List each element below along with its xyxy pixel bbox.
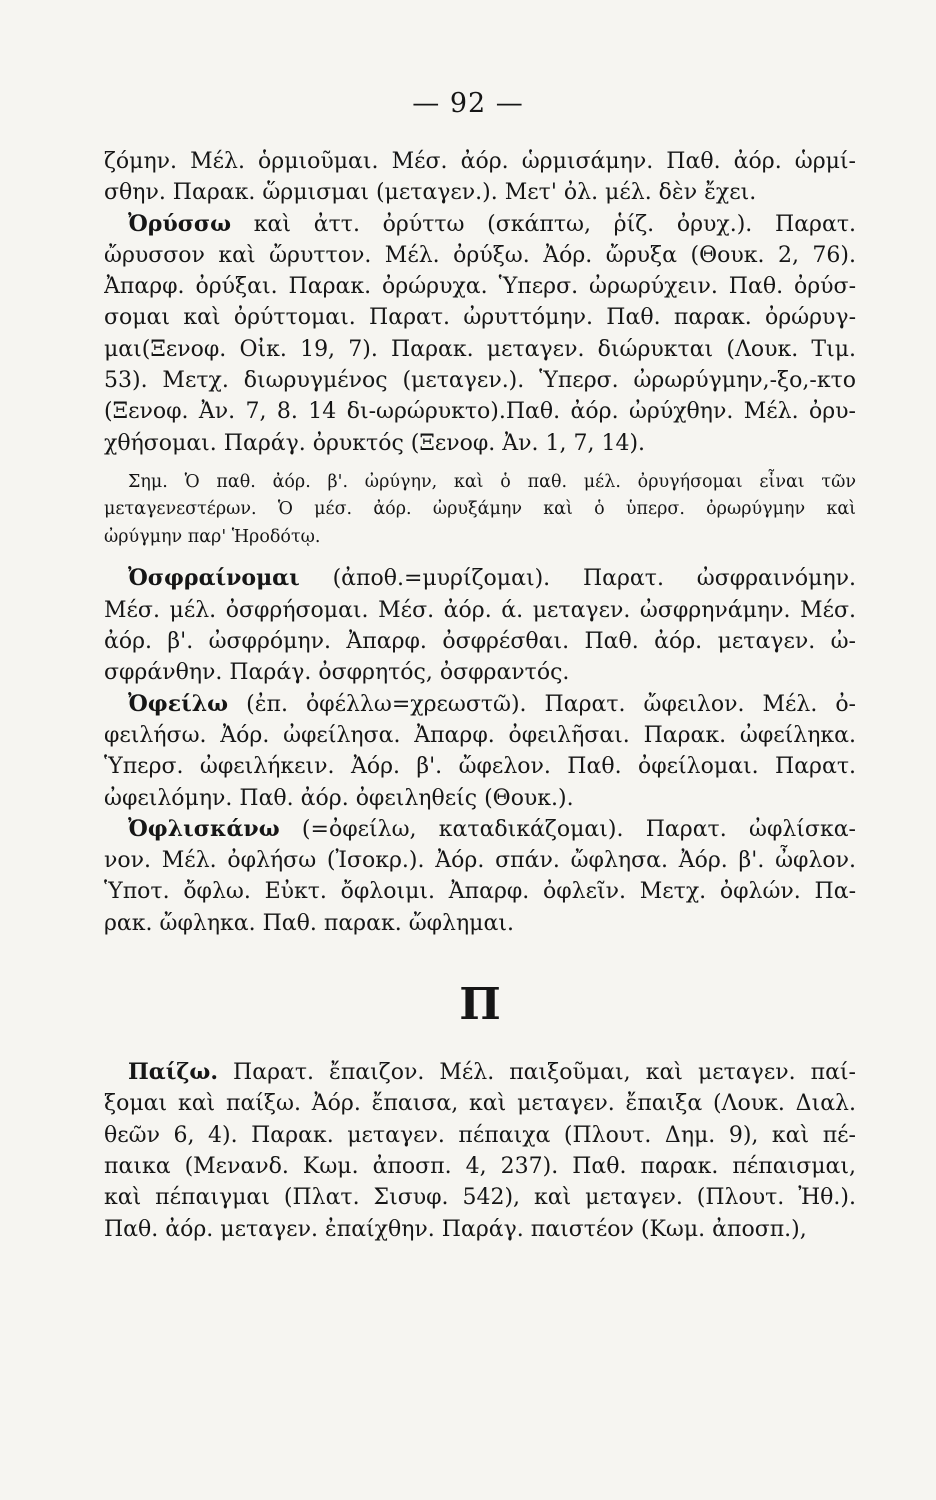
text-line: Ὑπερσ. ὠφειλήκειν. Ἀόρ. β'. ὤφελον. Παθ. ὀφείλομαι. Παρατ. (104, 754, 856, 780)
page-number: — 92 — (412, 88, 524, 119)
text-line: ἀόρ. β'. ὠσφρόμην. Ἀπαρφ. ὀσφρέσθαι. Παθ. ἀόρ. μεταγεν. ὠ- (104, 629, 856, 655)
entry-first-line (104, 689, 856, 720)
text-line: φειλήσω. Ἀόρ. ὠφείλησα. Ἀπαρφ. ὀφειλῆσαι. Παρακ. ὠφείληκα. (104, 722, 856, 748)
text-line: Παθ. ἀόρ. μεταγεν. ἐπαίχθην. Παράγ. παιστέον (Κωμ. ἀποσπ.), (104, 1216, 807, 1242)
text-line: ὤρυσσον καὶ ὤρυττον. Μέλ. ὀρύξω. Ἀόρ. ὤρυξα (Θουκ. 2, 76). (104, 242, 856, 268)
entry-opheilo (104, 689, 856, 814)
note-line: μεταγενεστέρων. Ὁ μέσ. ἀόρ. ὠρυξάμην καὶ ὁ ὑπερσ. ὀρωρύγμην καὶ (104, 499, 856, 520)
entry-paizo (104, 1057, 856, 1245)
entry-first-line (104, 209, 856, 240)
entry-continuation (104, 146, 856, 209)
text-line: ρακ. ὤφληκα. Παθ. παρακ. ὤφλημαι. (104, 910, 514, 936)
text-line: παικα (Μενανδ. Κωμ. ἀποσπ. 4, 237). Παθ. παρακ. πέπαισμαι, (104, 1153, 856, 1179)
entry-first-line-text: (=ὀφείλω, καταδικάζομαι). Παρατ. ὠφλίσκα- (279, 816, 856, 842)
text-line: Ὑποτ. ὄφλω. Εὐκτ. ὄφλοιμι. Ἀπαρφ. ὀφλεῖν. Μετχ. ὀφλών. Πα- (104, 879, 856, 905)
entry-first-line (104, 814, 856, 845)
entry-orysso (104, 209, 856, 459)
text-line: θεῶν 6, 4). Παρακ. μεταγεν. πέπαιχα (Πλουτ. Δημ. 9), καὶ πέ- (104, 1122, 856, 1148)
entry-osphrainomai (104, 563, 856, 688)
entry-ophliskano (104, 814, 856, 939)
text-line: ὠφειλόμην. Παθ. ἀόρ. ὀφειληθείς (Θουκ.). (104, 785, 574, 811)
section-letter: Π (459, 979, 501, 1031)
note-line: Σημ. Ὁ παθ. ἀόρ. β'. ὠρύγην, καὶ ὁ παθ. μέλ. ὀρυγήσομαι εἶναι τῶν (128, 471, 856, 492)
text-line: χθήσομαι. Παράγ. ὀρυκτός (Ξενοφ. Ἀν. 1, 7, 14). (104, 430, 646, 456)
entry-first-line-text: (ἀποθ.=μυρίζομαι). Παρατ. ὠσφραινόμην. (299, 566, 856, 592)
entry-first-line-text: Παρατ. ἔπαιζον. Μέλ. παιξοῦμαι, καὶ μεταγεν. παί- (218, 1060, 856, 1086)
text-line: Ἀπαρφ. ὀρύξαι. Παρακ. ὀρώρυχα. Ὑπερσ. ὠρωρύχειν. Παθ. ὀρύσ- (104, 274, 856, 300)
entry-first-line (104, 1057, 856, 1088)
entry-first-line-text: (ἐπ. ὀφέλλω=χρεωστῶ). Παρατ. ὤφειλον. Μέλ. ὀ- (228, 691, 856, 717)
text-line: σφράνθην. Παράγ. ὀσφρητός, ὀσφραντός. (104, 660, 570, 686)
note-block (104, 469, 856, 552)
text-line: ζόμην. Μέλ. ὁρμιοῦμαι. Μέσ. ἀόρ. ὡρμισάμην. Παθ. ἀόρ. ὡρμί- (104, 149, 856, 174)
text-line: ξομαι καὶ παίξω. Ἀόρ. ἔπαισα, καὶ μεταγεν. ἔπαιξα (Λουκ. Διαλ. (104, 1091, 856, 1117)
text-line: καὶ πέπαιγμαι (Πλατ. Σισυφ. 542), καὶ μεταγεν. (Πλουτ. Ἠθ.). (104, 1185, 856, 1211)
text-line: Μέσ. μέλ. ὀσφρήσομαι. Μέσ. ἀόρ. ά. μεταγεν. ὠσφρηνάμην. Μέσ. (104, 597, 856, 623)
note-line: ὠρύγμην παρ' Ἡροδότῳ. (104, 526, 321, 547)
text-line: νον. Μέλ. ὀφλήσω (Ἰσοκρ.). Ἀόρ. σπάν. ὤφλησα. Ἀόρ. β'. ὦφλον. (104, 848, 856, 874)
text-line: σομαι καὶ ὀρύττομαι. Παρατ. ὠρυττόμην. Παθ. παρακ. ὀρώρυγ- (104, 305, 856, 331)
text-line: μαι(Ξενοφ. Οἰκ. 19, 7). Παρακ. μεταγεν. διώρυκται (Λουκ. Τιμ. (104, 336, 856, 362)
entry-headword: Ὀρύσσω (128, 210, 232, 237)
entry-headword: Ὀφείλω (128, 690, 229, 717)
entry-first-line (104, 563, 856, 594)
text-line: (Ξενοφ. Ἀν. 7, 8. 14 δι-ωρώρυκτο).Παθ. ἀόρ. ὠρύχθην. Μέλ. ὀρυ- (104, 399, 856, 425)
entry-headword: Ὀσφραίνομαι (128, 565, 300, 592)
text-body (104, 146, 856, 1245)
entry-first-line-text: καὶ ἀττ. ὀρύττω (σκάπτω, ῥίζ. ὀρυχ.). Παρατ. (231, 211, 856, 237)
text-line: σθην. Παρακ. ὥρμισμαι (μεταγεν.). Μετ' ὀλ. μέλ. δὲν ἔχει. (104, 180, 757, 206)
entry-headword: Παίζω. (128, 1059, 218, 1086)
text-line: 53). Μετχ. διωρυγμένος (μεταγεν.). Ὑπερσ. ὠρωρύγμην,-ξο,-κτο (104, 368, 856, 394)
entry-headword: Ὀφλισκάνω (128, 815, 280, 842)
